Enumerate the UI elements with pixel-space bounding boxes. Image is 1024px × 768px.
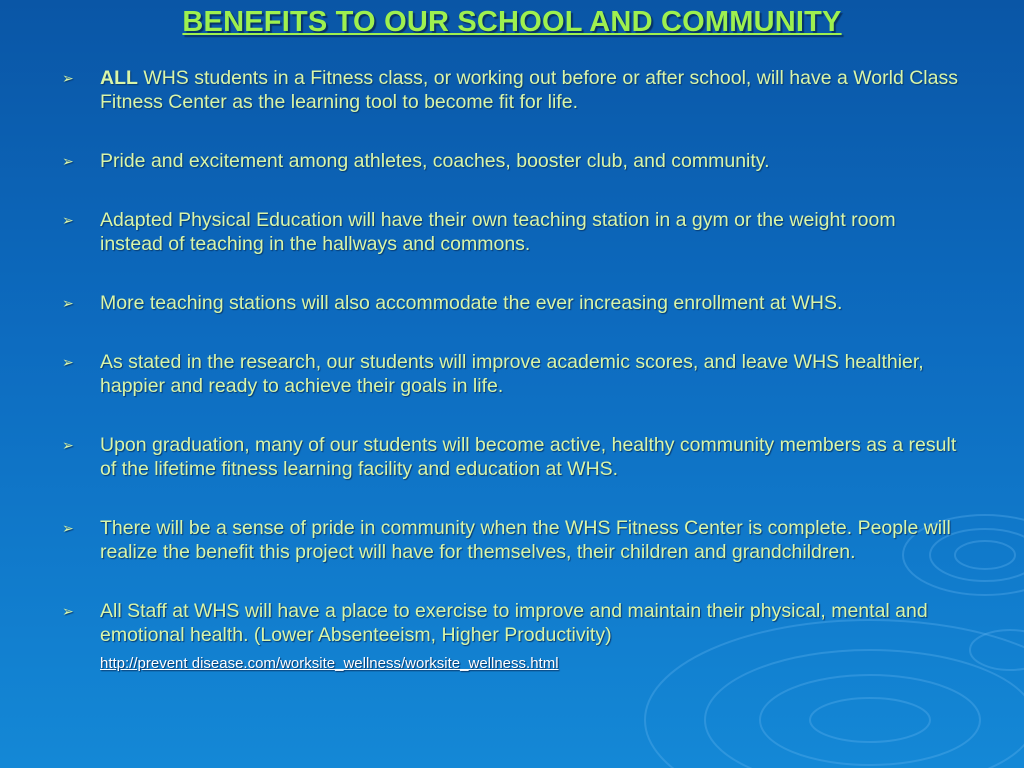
arrow-bullet-icon: ➢ <box>62 153 74 169</box>
list-item <box>62 350 962 398</box>
bullet-text: WHS students in a Fitness class, or working out before or after school, will have a World Class Fitness Center as the learning tool to become fit for life. <box>100 67 958 113</box>
arrow-bullet-icon: ➢ <box>62 295 74 311</box>
slide-title: BENEFITS TO OUR SCHOOL AND COMMUNITY <box>182 6 842 38</box>
bullet-text: All Staff at WHS will have a place to exercise to improve and maintain their physical, mental and emotional health. (Lower Absenteeism, Higher Productivity) <box>100 600 928 646</box>
list-item <box>62 208 962 256</box>
arrow-bullet-icon: ➢ <box>62 212 74 228</box>
bullet-list <box>62 66 962 708</box>
bullet-text: Adapted Physical Education will have their own teaching station in a gym or the weight room instead of teaching in the hallways and commons. <box>100 209 896 255</box>
arrow-bullet-icon: ➢ <box>62 354 74 370</box>
bullet-text: Upon graduation, many of our students will become active, healthy community members as a result of the lifetime fitness learning facility and education at WHS. <box>100 434 957 480</box>
bullet-text: More teaching stations will also accommodate the ever increasing enrollment at WHS. <box>100 292 843 314</box>
bullet-lead: ALL <box>100 67 138 89</box>
list-item <box>62 149 962 173</box>
list-item <box>62 66 962 114</box>
arrow-bullet-icon: ➢ <box>62 603 74 619</box>
arrow-bullet-icon: ➢ <box>62 437 74 453</box>
reference-link[interactable]: http://prevent disease.com/worksite_wellness/worksite_wellness.html <box>100 655 559 672</box>
bullet-text: As stated in the research, our students will improve academic scores, and leave WHS healthier, happier and ready to achieve their goals in life. <box>100 351 924 397</box>
list-item <box>62 516 962 564</box>
arrow-bullet-icon: ➢ <box>62 520 74 536</box>
bullet-text: Pride and excitement among athletes, coaches, booster club, and community. <box>100 150 770 172</box>
list-item <box>62 433 962 481</box>
arrow-bullet-icon: ➢ <box>62 70 74 86</box>
list-item <box>62 599 962 673</box>
list-item <box>62 291 962 315</box>
bullet-text: There will be a sense of pride in community when the WHS Fitness Center is complete. People will realize the benefit this project will have for themselves, their children and grandchildren. <box>100 517 951 563</box>
